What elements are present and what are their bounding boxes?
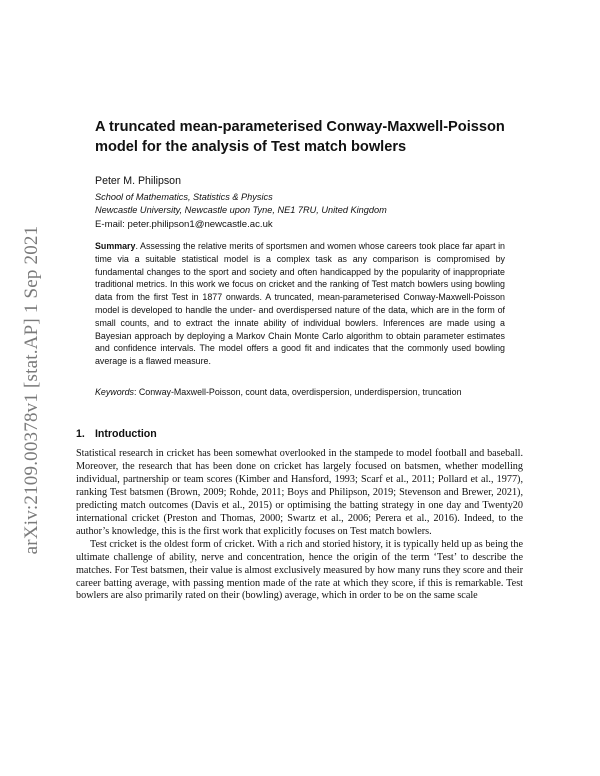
paper-title: A truncated mean-parameterised Conway-Maxwell-Poisson model for the analysis of Test match bowlers	[95, 119, 505, 155]
affiliation-school: School of Mathematics, Statistics & Physics	[95, 192, 273, 202]
keywords-label: Keywords	[95, 387, 134, 397]
section-number: 1.	[76, 428, 85, 440]
paragraph: Statistical research in cricket has been somewhat overlooked in the stampede to model football and baseball. Moreover, the research that has been done on cricket has largely focused on batsmen, whether modelling individual, partnership or team scores (Kimber and Hansford, 1993; Scarf et al., 2011; Pollard et al., 1977), ranking Test batsmen (Brown, 2009; Rohde, 2011; Boys and Philipson, 2019; Stevenson and Brewer, 2021), predicting match outcomes (Davis et al., 2015) or optimising the batting strategy in one day and Twenty20 international cricket (Preston and Thomas, 2000; Swartz et al., 2006; Perera et al., 2016). Indeed, to the author’s knowledge, this is the first work that explicitly focuses on Test match bowlers.	[76, 448, 523, 537]
introduction-body	[76, 448, 523, 603]
section-heading-introduction	[76, 428, 157, 440]
keywords	[95, 386, 505, 399]
arxiv-stamp	[8, 220, 56, 560]
paragraph: Test cricket is the oldest form of cricket. With a rich and storied history, it is typically held up as being the ultimate challenge of ability, nerve and concentration, hence the origin of the term ‘Test’ to describe the matches. For Test batsmen, their value is almost exclusively measured by how many runs they score and their career batting average, with passing mention made of the rate at which they score, if this is remarkable. Test bowlers are also primarily rated on their (bowling) average, which in order to be on the same scale	[76, 538, 523, 602]
summary-text: . Assessing the relative merits of sportsmen and women whose careers took place far apart in time via a suitable statistical model is a complex task as any comparison is compromised by fundamental changes to the sport and society and often handicapped by the popularity of inappropriate traditional metrics. In this work we focus on cricket and the ranking of Test match bowlers using bowling data from the first Test in 1877 onwards. A truncated, mean-parameterised Conway-Maxwell-Poisson model is developed to handle the under- and overdispersed nature of the data, which are in the form of small counts, and to extract the innate ability of individual bowlers. Inferences are made using a Bayesian approach by deploying a Markov Chain Monte Carlo algorithm to obtain parameter estimates and confidence intervals. The model offers a good fit and indicates that the commonly used bowling average is a flawed measure.	[95, 241, 505, 367]
author-email[interactable]: E-mail: peter.philipson1@newcastle.ac.uk	[95, 219, 273, 230]
abstract	[95, 240, 505, 368]
arxiv-identifier[interactable]: arXiv:2109.00378v1 [stat.AP] 1 Sep 2021	[21, 225, 42, 555]
summary-label: Summary	[95, 241, 136, 251]
affiliation-university: Newcastle University, Newcastle upon Tyne, NE1 7RU, United Kingdom	[95, 205, 387, 215]
keywords-text: : Conway-Maxwell-Poisson, count data, overdispersion, underdispersion, truncation	[133, 387, 462, 397]
section-title: Introduction	[94, 428, 157, 440]
author-name: Peter M. Philipson	[95, 175, 181, 187]
